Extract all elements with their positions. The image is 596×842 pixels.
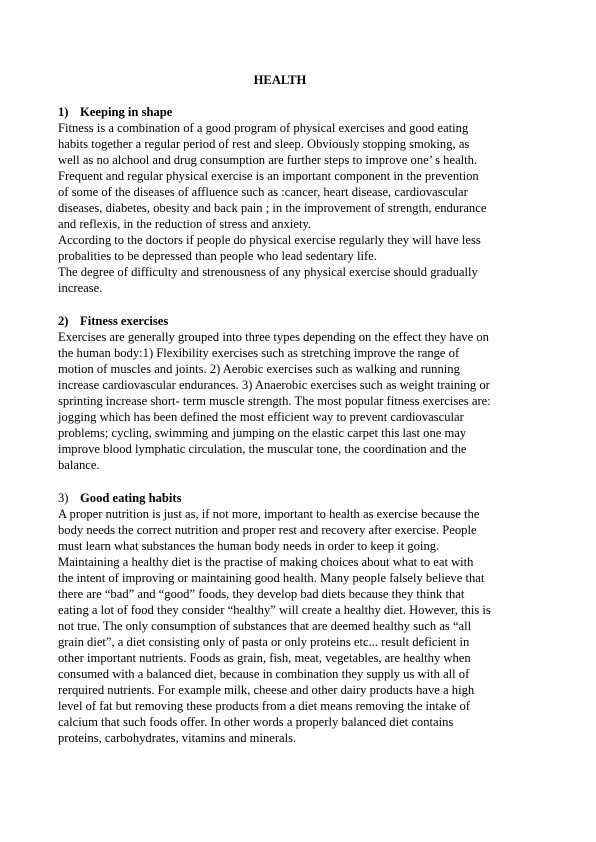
paragraph-line: eating a lot of food they consider “healthy” will create a healthy diet. However, this is (58, 603, 491, 617)
paragraph-line: there are “bad” and “good” foods, they develop bad diets because they think that (58, 587, 465, 601)
paragraph-line: and reflexis, in the reduction of stress and anxiety. (58, 217, 312, 231)
paragraph-line: level of fat but removing these products from a diet means removing the intake of (58, 699, 470, 713)
paragraph-line: habits together a regular period of rest and sleep. Obviously stopping smoking, as (58, 137, 470, 151)
paragraph-line: must learn what substances the human body needs in order to keep it going. (58, 539, 440, 553)
paragraph-line: improve blood lymphatic circulation, the muscular tone, the coordination and the (58, 442, 467, 456)
paragraph-line: Exercises are generally grouped into three types depending on the effect they have on (58, 330, 489, 344)
document-title: HEALTH (253, 73, 307, 87)
paragraph-line: not true. The only consumption of substances that are deemed healthy such as “all (58, 619, 472, 633)
paragraph-line: proteins, carbohydrates, vitamins and minerals. (58, 731, 297, 745)
paragraph-line: the human body:1) Flexibility exercises such as stretching improve the range of (58, 346, 460, 360)
paragraph-line: A proper nutrition is just as, if not more, important to health as exercise because the (58, 507, 480, 521)
paragraph-line: jogging which has been defined the most efficient way to prevent cardiovascular (58, 410, 464, 424)
paragraph-line: body needs the correct nutrition and proper rest and recovery after exercise. People (58, 523, 477, 537)
section-number: 3) (58, 491, 69, 505)
paragraph-line: probalities to be depressed than people who lead sedentary life. (58, 249, 377, 263)
section-number: 1) (58, 105, 69, 119)
paragraph-line: the intent of improving or maintaining good health. Many people falsely believe that (58, 571, 485, 585)
paragraph-line: Fitness is a combination of a good program of physical exercises and good eating (58, 121, 469, 135)
paragraph-line: increase cardiovascular endurances. 3) Anaerobic exercises such as weight training or (58, 378, 490, 392)
paragraph-line: The degree of difficulty and strenousness of any physical exercise should gradually (58, 265, 478, 279)
paragraph-line: other important nutrients. Foods as grain, fish, meat, vegetables, are healthy when (58, 651, 471, 665)
paragraph-line: Maintaining a healthy diet is the practise of making choices about what to eat with (58, 555, 474, 569)
paragraph-line: According to the doctors if people do physical exercise regularly they will have less (58, 233, 481, 247)
paragraph-line: sprinting increase short- term muscle strength. The most popular fitness exercises are: (58, 394, 491, 408)
paragraph-line: Frequent and regular physical exercise is an important component in the prevention (58, 169, 479, 183)
paragraph-line: consumed with a balanced diet, because in combination they supply us with all of (58, 667, 470, 681)
section-title: Fitness exercises (80, 314, 169, 328)
paragraph-line: rerquired nutrients. For example milk, cheese and other dairy products have a high (58, 683, 475, 697)
paragraph-line: of some of the diseases of affluence such as :cancer, heart disease, cardiovascular (58, 185, 468, 199)
paragraph-line: balance. (58, 458, 100, 472)
paragraph-line: well as no alchool and drug consumption are further steps to improve one’ s health. (58, 153, 478, 167)
paragraph-line: motion of muscles and joints. 2) Aerobic exercises such as walking and running (58, 362, 460, 376)
paragraph-line: increase. (58, 281, 103, 295)
paragraph-line: problems; cycling, swimming and jumping on the elastic carpet this last one may (58, 426, 467, 440)
section-title: Keeping in shape (80, 105, 173, 119)
paragraph-line: grain diet”, a diet consisting only of pasta or only proteins etc... result deficient in (58, 635, 470, 649)
section-title: Good eating habits (80, 491, 182, 505)
section-number: 2) (58, 314, 69, 328)
paragraph-line: diseases, diabetes, obesity and back pain ; in the improvement of strength, endurance (58, 201, 487, 215)
section-heading-fitness-exercises (58, 313, 168, 329)
paragraph-line: calcium that such foods offer. In other words a properly balanced diet contains (58, 715, 454, 729)
section-heading-keeping-in-shape (58, 104, 172, 120)
section-heading-good-eating-habits (58, 490, 181, 506)
